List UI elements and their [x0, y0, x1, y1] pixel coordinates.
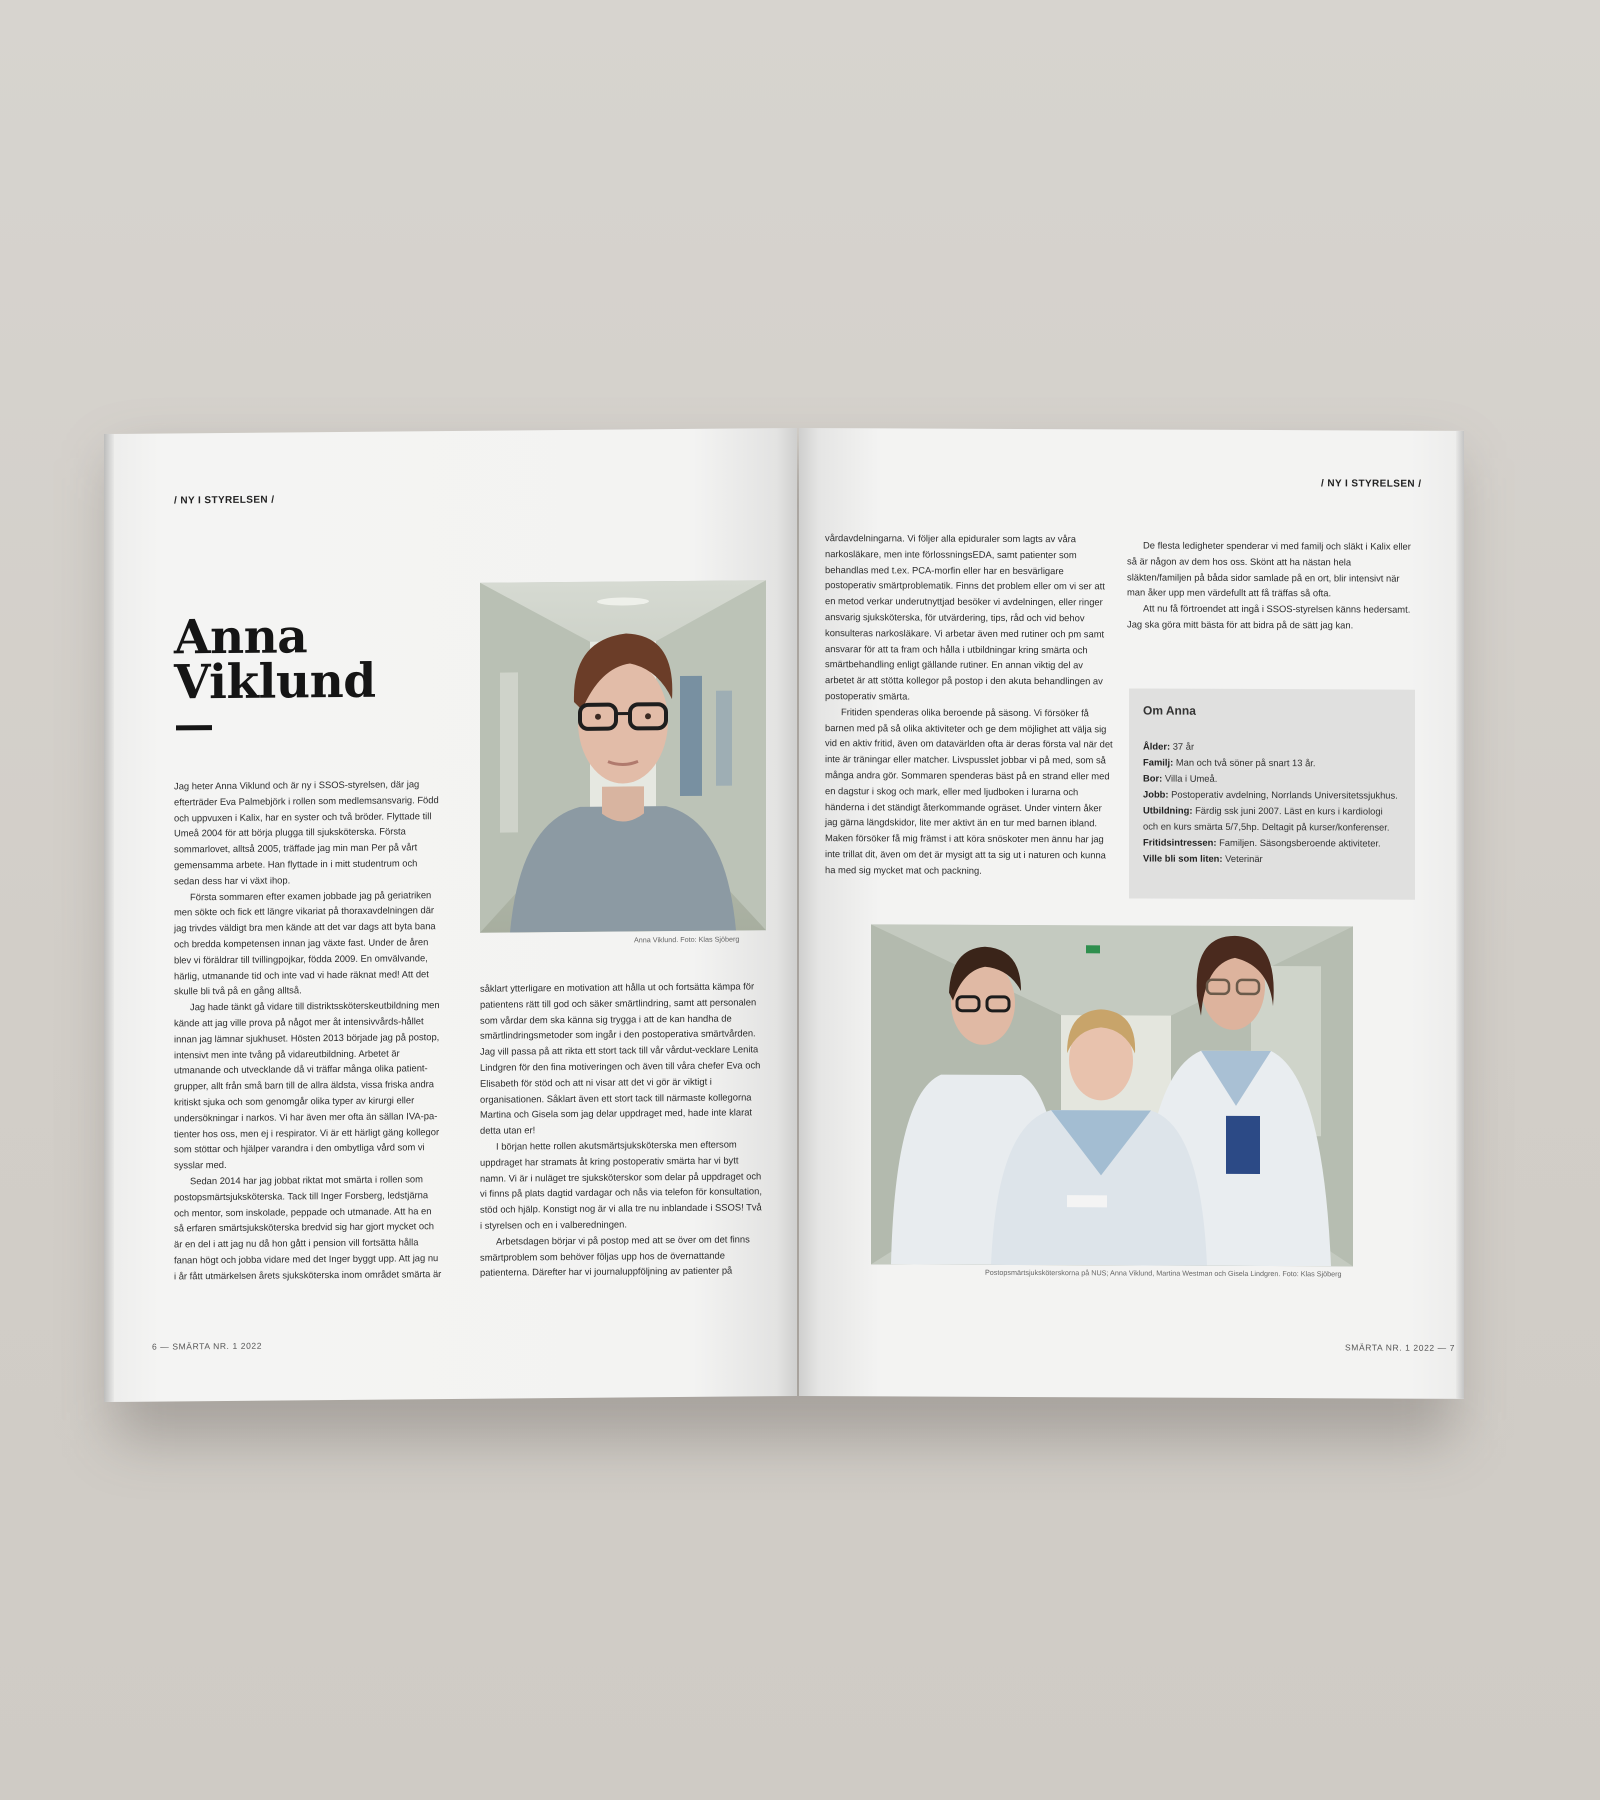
- paragraph: Fritiden spenderas olika beroende på säsong. Vi försöker få barnen med på så olika aktiviteter och ge dem möjlighet att välja sig vid en aktiv fritid, även om datavärlden ofta är deras första val när det inte är träningar eller matcher. Livspusslet jobbar vi på med, som så många andra gör. Sommaren spenderas bäst på en strand eller med en dagstur i skog och mark, eller med ljudboken i lurarna och händerna i det ständigt återkommande ogräset. Under vintern åker jag gärna längdskidor, lite mer aktivt än en tur med barnen ibland. Maken försöker få mig främst i att köra snöskoter men ännu har jag inte trillat dit, även om det är mysigt att ta sig ut i naturen och kunna ha med sig mycket mat och packning.: [825, 705, 1113, 876]
- paragraph: I början hette rollen akutsmärtsjuksköterska men eftersom uppdraget har stramats åt kring postoperativ smärta har vi bytt namn. Vi är i nuläget tre sjuksköterskor som delar på uppdraget och vi finns på plats dagtid vardagar och nås via telefon för konsultation, stöd och hjälp. Konstigt nog är vi alla tre nu inblandade i SSOS! Två i styrelsen och en i valberedningen.: [480, 1138, 762, 1231]
- fact-list: [1143, 739, 1405, 868]
- portrait-caption: Anna Viklund. Foto: Klas Sjöberg: [634, 934, 740, 945]
- fact-item: Utbildning: Färdig ssk juni 2007. Läst en kurs i kardiologi: [1143, 804, 1383, 817]
- fact-item: Ville bli som liten: Veterinär: [1143, 852, 1263, 865]
- portrait-photo: [480, 580, 766, 932]
- open-magazine: [104, 428, 1464, 1400]
- group-photo: [871, 924, 1353, 1266]
- fact-box-heading: Om Anna: [1143, 703, 1196, 718]
- fact-item: Ålder: 37 år: [1143, 740, 1195, 752]
- article-column-3: [825, 530, 1113, 879]
- title-rule: [176, 725, 212, 730]
- article-column-4: [1127, 537, 1415, 633]
- page-footer: 6 — SMÄRTA NR. 1 2022: [152, 1340, 263, 1352]
- article-column-2: [480, 978, 766, 1281]
- group-photo-illustration: [871, 924, 1353, 1266]
- portrait-illustration: [480, 580, 766, 932]
- article-title: [174, 609, 376, 711]
- paragraph: Jag heter Anna Viklund och är ny i SSOS-styrelsen, där jag efterträder Eva Palmebjörk i rollen som medlemsansvarig. Född och uppvuxen i Kalix, har en syster och två bröder. Flyttade till Umeå 2004 för att börja plugga till sjuksköterska. Första sommarlovet, alltså 2005, träffade jag min man Per på vårt gemensamma arbete. Han flyttade in i mitt studentrum och sedan dess har vi växt ihop.: [174, 778, 439, 887]
- group-photo-caption: Postopsmärtsjuksköterskorna på NUS; Anna Viklund, Martina Westman och Gisela Lindgren. Foto: Klas Sjöberg: [985, 1267, 1342, 1279]
- fact-item: Bor: Villa i Umeå.: [1143, 772, 1218, 784]
- title-last-name: Viklund: [174, 653, 376, 711]
- fact-item: Familj: Man och två söner på snart 13 år.: [1143, 756, 1316, 769]
- fact-box: [1129, 688, 1415, 899]
- left-page: [104, 428, 797, 1402]
- section-tag: / NY I STYRELSEN /: [1321, 478, 1422, 490]
- paragraph: Första sommaren efter examen jobbade jag på geriatriken men sökte och fick ett längre vikariat på thoraxavdelningen där jag trivdes väldigt bra men kände att det var dags att byta bana och bredda kompetensen innan jag växte fast. Under de åren blev vi föräldrar till tvillingpojkar, födda 2009. En omvälvande, härlig, utmanande tid och inte vad vi hade räknat med! Att det skulle bli två på en gång alltså.: [174, 888, 436, 997]
- paragraph: Att nu få förtroendet att ingå i SSOS-styrelsen känns hedersamt. Jag ska göra mitt bästa för att bidra på de sätt jag kan.: [1127, 602, 1411, 631]
- page-footer: SMÄRTA NR. 1 2022 — 7: [1345, 1342, 1456, 1353]
- paragraph: De flesta ledigheter spenderar vi med familj och släkt i Kalix eller så är någon av dem hos oss. Skönt att ha nästan hela släkten/familjen på båda sidor samlade på en ort, blir intensivt när man åker upp men värdefullt att få träffas så ofta.: [1127, 539, 1411, 599]
- right-page: [799, 428, 1464, 1399]
- paragraph: vårdavdelningarna. Vi följer alla epiduraler som lagts av våra narkosläkare, men inte förlossningsEDA, samt patienter som behandlas med t.ex. PCA-morfin eller har en besvärligare postoperativ smärtproblematik. Finns det problem eller om vi ser att en metod verkar underutnyttjad besöker vi avdelningen, eller ringer ansvarig sjuksköterska, för utvärdering, tips, råd och vid behov konsulteras narkosläkare. Vi arbetar även med rutiner och pm samt ansvarar för att ta fram och hålla i utbildningar kring smärta och smärtbehandling enligt gällande rutiner. En annan viktig del av arbetet är att stötta kollegor på postop i den akuta behandlingen av postoperativ smärta.: [825, 532, 1105, 702]
- title-first-name: Anna: [174, 609, 308, 666]
- paragraph: Arbetsdagen börjar vi på postop med att se över om det finns smärtproblem som behöver följas upp hos de övernattande patienterna. Därefter har vi journaluppföljning av patienter på: [480, 1233, 750, 1279]
- section-tag: / NY I STYRELSEN /: [174, 494, 275, 507]
- paragraph: Sedan 2014 har jag jobbat riktat mot smärta i rollen som postopsmärtsjuksköterska. Tack till Inger Forsberg, ledstjärna och mentor, som inskolade, peppade och utmanade. Att ha en så erfaren smärtsjuksköterska bredvid sig har gjort mycket och är en del i att jag nu då hon gått i pension vill fortsätta hålla fanan högt och jobba vidare med det Inger byggt upp. Att jag nu i år fått utmärkelsen årets sjuksköterska inom området smärta är: [174, 1173, 442, 1282]
- fact-item: och en kurs smärta 5/7,5hp. Deltagit på kurser/konferenser.: [1143, 820, 1390, 833]
- paragraph: såklart ytterligare en motivation att hålla ut och fortsätta kämpa för patientens rätt till god och säker smärtlindring, samt att personalen som vårdar dem ska känna sig trygga i att de kan handha de smärtlindringsmetoder som ingår i den postoperativa smärtvården. Jag vill passa på att rikta ett stort tack till vår vårdut-vecklare Lenita Lindgren för den fina motiveringen och även till våra chefer Eva och Elisabeth för stöd och att ni visar att det vi gör är viktigt i organisationen. Såklart även ett stort tack till närmaste kollegorna Martina och Gisela som jag delar uppdraget med, hade inte klarat detta utan er!: [480, 980, 761, 1136]
- fact-item: Fritidsintressen: Familjen. Säsongsberoende aktiviteter.: [1143, 836, 1381, 849]
- article-column-1: [174, 776, 442, 1284]
- fact-item: Jobb: Postoperativ avdelning, Norrlands Universitetssjukhus.: [1143, 788, 1398, 801]
- paragraph: Jag hade tänkt gå vidare till distriktssköterskeutbildning men kände att jag ville prova på något mer åt intensivvårds-hållet innan jag lämnar sjukhuset. Hösten 2013 började jag på postop, intensivt men inte tvång på vidareutbildning. Arbetet är utmanande och utvecklande då vi träffar många olika patient-grupper, allt från små barn till de allra äldsta, vissa friska andra kritiskt sjuka och som genomgår olika typer av kirurgi eller undersökningar i narkos. Vi har även mer ofta än sällan IVA-pa-tienter hos oss, men ej i respirator. Vi är ett härligt gäng kollegor som stöttar och hjälper varandra i den ombytliga vård som vi sysslar med.: [174, 999, 440, 1171]
